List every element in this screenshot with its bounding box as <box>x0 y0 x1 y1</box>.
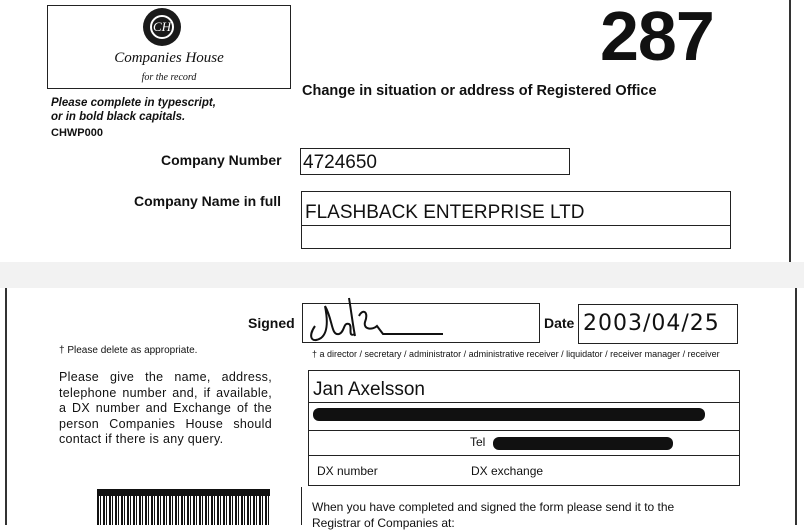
contact-line-1 <box>309 402 739 403</box>
company-number-field[interactable] <box>300 148 570 175</box>
signed-label: Signed <box>248 315 295 331</box>
company-name-value: FLASHBACK ENTERPRISE LTD <box>305 202 585 223</box>
form-title: Change in situation or address of Registered Office <box>302 83 657 99</box>
contact-line-2 <box>309 430 739 431</box>
signature-field[interactable] <box>302 303 540 343</box>
page-edge-rule-left <box>5 288 7 525</box>
company-number-label: Company Number <box>161 152 282 168</box>
company-name-divider <box>302 225 730 226</box>
handwritten-signature <box>303 286 453 346</box>
company-name-label: Company Name in full <box>134 193 282 209</box>
tel-label: Tel <box>470 435 486 449</box>
form-number: 287 <box>600 0 714 75</box>
redacted-address <box>313 408 705 421</box>
date-value: 2003/04/25 <box>583 311 720 336</box>
page-edge-rule <box>789 0 791 262</box>
completion-instructions <box>51 96 271 124</box>
barcode-header <box>97 489 270 496</box>
page-gap <box>0 262 804 288</box>
contact-line-3 <box>309 455 739 456</box>
company-name-field[interactable] <box>301 191 731 249</box>
companies-house-seal-icon: CH <box>143 8 181 46</box>
barcode-divider <box>301 487 302 525</box>
logo-tagline: for the record <box>141 72 197 83</box>
instructions-line-1: Please complete in typescript, <box>51 97 216 109</box>
roles-dagger: † <box>312 349 318 359</box>
roles-text: a director / secretary / administrator / administrative receiver / liquidator / receiver manager / receiver <box>319 349 720 359</box>
delete-note-text: Please delete as appropriate. <box>67 345 198 356</box>
form-code: CHWP000 <box>51 127 103 139</box>
company-number-value: 4724650 <box>303 152 377 173</box>
logo-name: Companies House <box>114 50 224 66</box>
instructions-line-2: or in bold black capitals. <box>51 111 186 123</box>
send-instructions-line-2: Registrar of Companies at: <box>312 516 455 530</box>
dx-number-label: DX number <box>317 464 378 478</box>
redacted-telephone <box>493 437 673 450</box>
contact-details-box[interactable] <box>308 370 740 486</box>
roles-note <box>312 349 720 359</box>
contact-name: Jan Axelsson <box>313 379 425 400</box>
dagger-mark: † <box>59 345 65 356</box>
dx-exchange-label: DX exchange <box>471 464 544 478</box>
contact-instructions: Please give the name, address, telephone number and, if available, a DX number and Exchange of the person Companies House should contact if there is any query. <box>59 370 272 446</box>
date-label: Date <box>544 315 575 331</box>
date-field[interactable] <box>578 304 738 344</box>
page-edge-rule-right <box>795 288 797 525</box>
send-instructions-line-1: When you have completed and signed the form please send it to the <box>312 500 675 514</box>
delete-note <box>59 345 197 356</box>
